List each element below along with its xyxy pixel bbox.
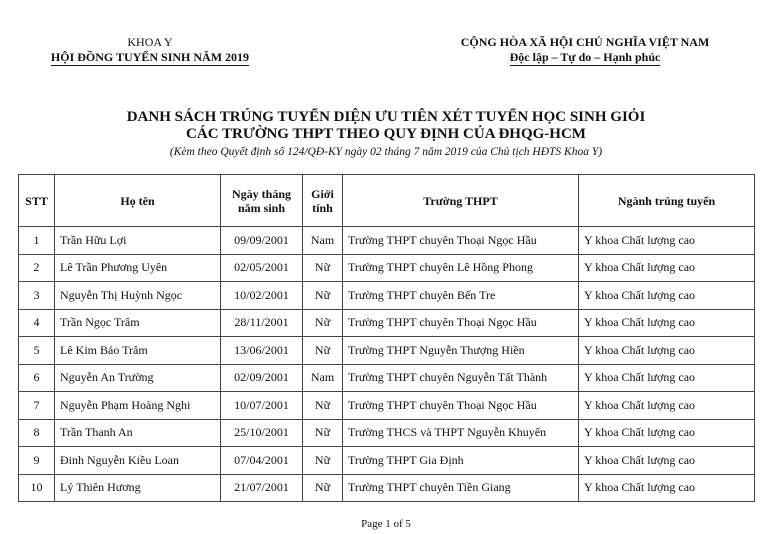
cell-school: Trường THPT chuyên Lê Hồng Phong	[343, 254, 579, 282]
table-row	[19, 419, 755, 447]
header-stt: STT	[19, 175, 55, 227]
cell-stt: 8	[19, 419, 55, 447]
document-title	[0, 109, 772, 143]
national-header	[410, 35, 760, 66]
cell-gender: Nam	[303, 227, 343, 255]
table-row	[19, 282, 755, 310]
cell-stt: 9	[19, 447, 55, 475]
table-row	[19, 337, 755, 365]
cell-stt: 1	[19, 227, 55, 255]
cell-school: Trường THCS và THPT Nguyễn Khuyến	[343, 419, 579, 447]
cell-major: Y khoa Chất lượng cao	[579, 419, 755, 447]
council-name: HỘI ĐỒNG TUYỂN SINH NĂM 2019	[50, 50, 250, 64]
faculty-name: KHOA Y	[127, 35, 173, 49]
header-major: Ngành trúng tuyển	[579, 175, 755, 227]
cell-gender: Nữ	[303, 282, 343, 310]
cell-stt: 6	[19, 364, 55, 392]
cell-major: Y khoa Chất lượng cao	[579, 282, 755, 310]
cell-stt: 2	[19, 254, 55, 282]
cell-stt: 10	[19, 474, 55, 502]
table-row	[19, 392, 755, 420]
cell-gender: Nam	[303, 364, 343, 392]
cell-major: Y khoa Chất lượng cao	[579, 364, 755, 392]
cell-dob: 02/09/2001	[221, 364, 303, 392]
cell-dob: 25/10/2001	[221, 419, 303, 447]
cell-name: Nguyễn Thị Huỳnh Ngọc	[55, 282, 221, 310]
cell-major: Y khoa Chất lượng cao	[579, 392, 755, 420]
cell-name: Lý Thiên Hương	[55, 474, 221, 502]
cell-major: Y khoa Chất lượng cao	[579, 474, 755, 502]
cell-gender: Nữ	[303, 337, 343, 365]
cell-name: Nguyễn An Trường	[55, 364, 221, 392]
cell-major: Y khoa Chất lượng cao	[579, 309, 755, 337]
country-name: CỘNG HÒA XÃ HỘI CHỦ NGHĨA VIỆT NAM	[460, 35, 710, 49]
cell-stt: 3	[19, 282, 55, 310]
header-school: Trường THPT	[343, 175, 579, 227]
cell-gender: Nữ	[303, 447, 343, 475]
cell-name: Nguyễn Phạm Hoàng Nghi	[55, 392, 221, 420]
cell-school: Trường THPT chuyên Bến Tre	[343, 282, 579, 310]
cell-stt: 5	[19, 337, 55, 365]
cell-school: Trường THPT chuyên Thoại Ngọc Hầu	[343, 227, 579, 255]
table-row	[19, 447, 755, 475]
cell-school: Trường THPT chuyên Tiền Giang	[343, 474, 579, 502]
cell-school: Trường THPT chuyên Nguyễn Tất Thành	[343, 364, 579, 392]
header-name: Họ tên	[55, 175, 221, 227]
page-number: Page 1 of 5	[361, 518, 411, 530]
national-motto: Độc lập – Tự do – Hạnh phúc	[509, 50, 661, 64]
cell-school: Trường THPT Nguyễn Thượng Hiền	[343, 337, 579, 365]
cell-major: Y khoa Chất lượng cao	[579, 227, 755, 255]
cell-gender: Nữ	[303, 309, 343, 337]
header-dob: Ngày tháng năm sinh	[221, 175, 303, 227]
cell-name: Trần Ngọc Trâm	[55, 309, 221, 337]
cell-name: Lê Trần Phương Uyên	[55, 254, 221, 282]
cell-stt: 7	[19, 392, 55, 420]
cell-school: Trường THPT chuyên Thoại Ngọc Hầu	[343, 392, 579, 420]
title-line-1: DANH SÁCH TRÚNG TUYỂN DIỆN ƯU TIÊN XÉT TUYỂN HỌC SINH GIỎI	[126, 109, 646, 125]
cell-gender: Nữ	[303, 392, 343, 420]
table-row	[19, 474, 755, 502]
cell-name: Lê Kim Bảo Trâm	[55, 337, 221, 365]
cell-major: Y khoa Chất lượng cao	[579, 447, 755, 475]
cell-stt: 4	[19, 309, 55, 337]
cell-school: Trường THPT chuyên Thoại Ngọc Hầu	[343, 309, 579, 337]
cell-dob: 28/11/2001	[221, 309, 303, 337]
organization-header	[40, 35, 260, 66]
cell-dob: 10/07/2001	[221, 392, 303, 420]
cell-major: Y khoa Chất lượng cao	[579, 337, 755, 365]
cell-dob: 21/07/2001	[221, 474, 303, 502]
cell-dob: 07/04/2001	[221, 447, 303, 475]
cell-name: Trần Thanh An	[55, 419, 221, 447]
cell-gender: Nữ	[303, 254, 343, 282]
table-row	[19, 227, 755, 255]
cell-name: Trần Hữu Lợi	[55, 227, 221, 255]
title-line-2: CÁC TRƯỜNG THPT THEO QUY ĐỊNH CỦA ĐHQG-HCM	[186, 126, 586, 142]
header-gender: Giới tính	[303, 175, 343, 227]
table-header-row	[19, 175, 755, 227]
cell-dob: 13/06/2001	[221, 337, 303, 365]
cell-gender: Nữ	[303, 419, 343, 447]
cell-dob: 09/09/2001	[221, 227, 303, 255]
cell-dob: 10/02/2001	[221, 282, 303, 310]
table-row	[19, 364, 755, 392]
table-row	[19, 309, 755, 337]
cell-gender: Nữ	[303, 474, 343, 502]
admission-table	[18, 174, 755, 502]
cell-school: Trường THPT Gia Định	[343, 447, 579, 475]
cell-name: Đinh Nguyễn Kiều Loan	[55, 447, 221, 475]
document-subtitle: (Kèm theo Quyết định số 124/QĐ-KY ngày 02 tháng 7 năm 2019 của Chủ tịch HĐTS Khoa Y)	[169, 146, 603, 158]
table-row	[19, 254, 755, 282]
cell-dob: 02/05/2001	[221, 254, 303, 282]
cell-major: Y khoa Chất lượng cao	[579, 254, 755, 282]
